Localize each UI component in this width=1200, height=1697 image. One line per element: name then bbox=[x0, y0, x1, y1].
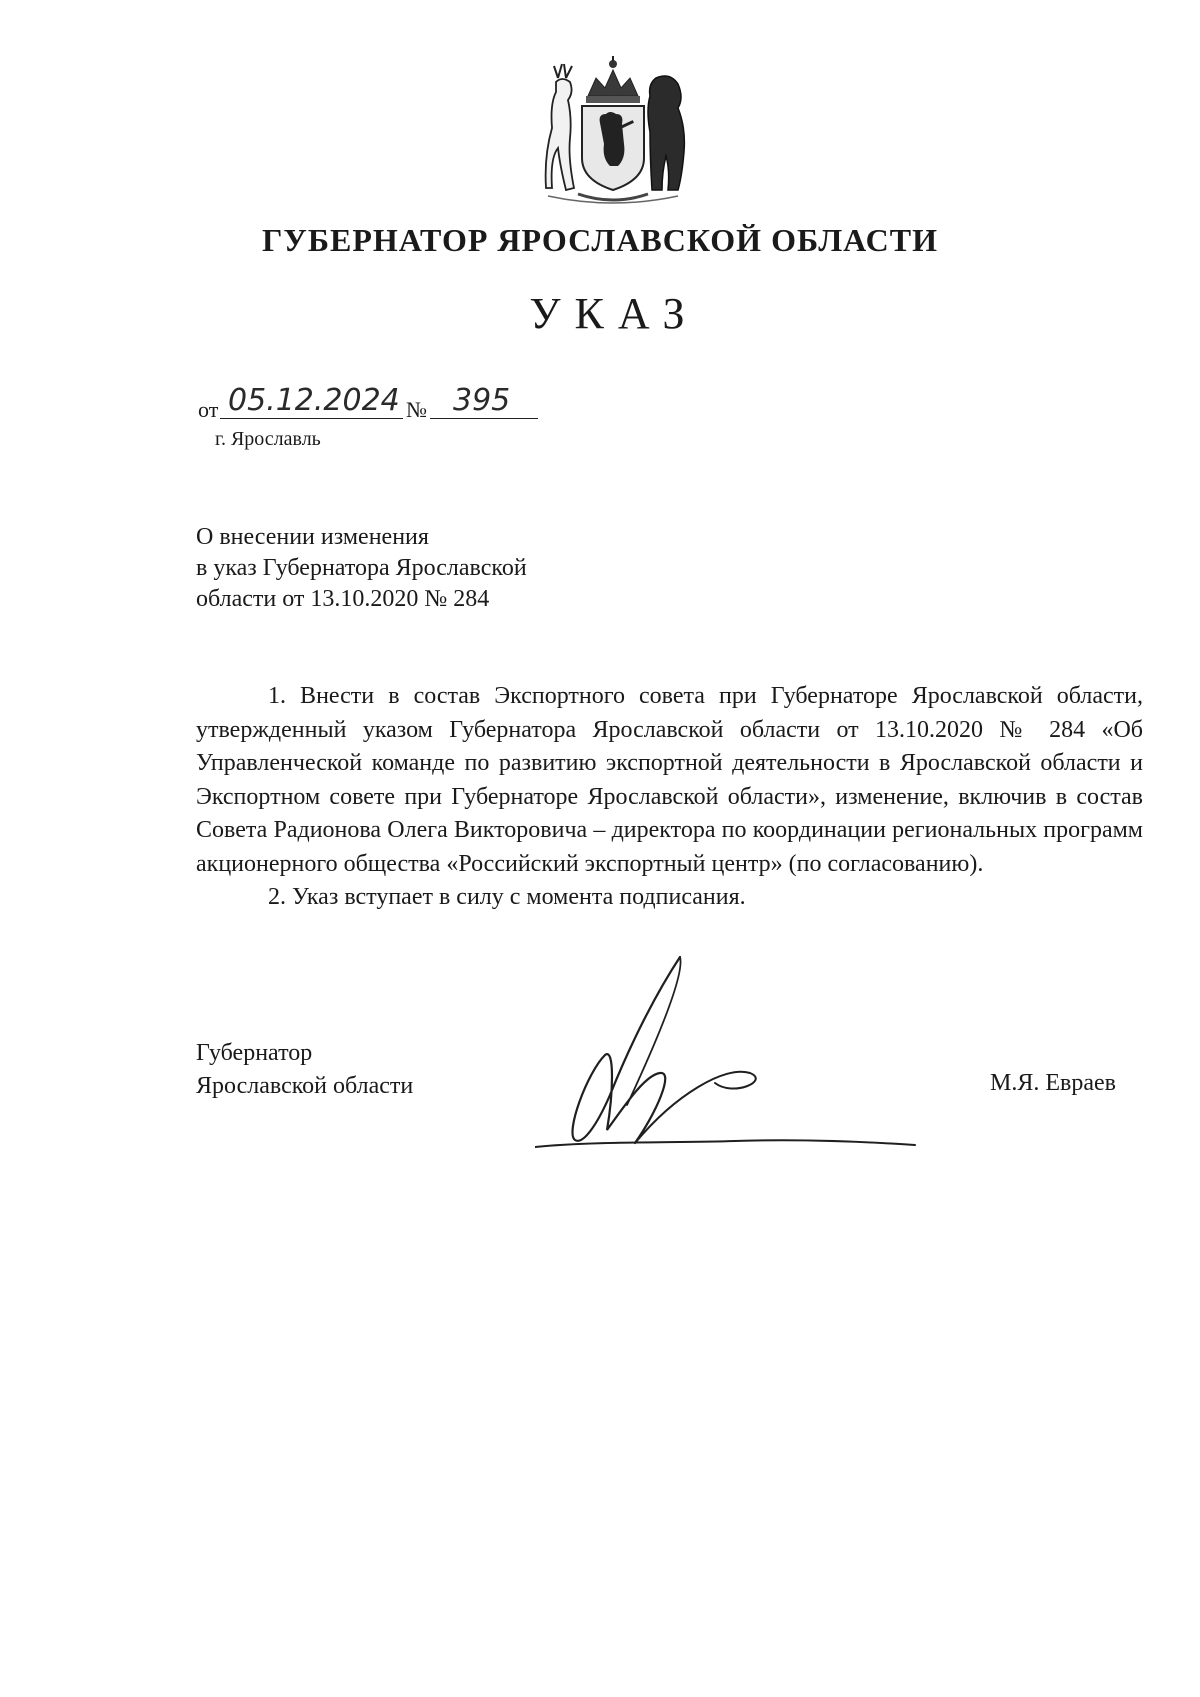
subject-line: области от 13.10.2020 № 284 bbox=[196, 586, 490, 612]
signatory-name: М.Я. Евраев bbox=[990, 1070, 1116, 1096]
number-prefix: № bbox=[406, 397, 427, 422]
handwritten-signature bbox=[535, 955, 945, 1155]
decree-number: 395 bbox=[453, 383, 511, 418]
signatory-title bbox=[196, 1037, 413, 1103]
subject-line: О внесении изменения bbox=[196, 524, 429, 550]
body-paragraph: 2. Указ вступает в силу с момента подписания. bbox=[268, 884, 746, 910]
issuing-authority: ГУБЕРНАТОР ЯРОСЛАВСКОЙ ОБЛАСТИ bbox=[261, 222, 939, 258]
decree-body bbox=[196, 680, 1143, 915]
issue-city: г. Ярославль bbox=[215, 428, 321, 450]
document-type: УКАЗ bbox=[529, 289, 699, 338]
date-underline bbox=[220, 418, 403, 419]
signatory-title-line: Губернатор bbox=[196, 1040, 313, 1066]
coat-of-arms-icon bbox=[538, 48, 688, 208]
decree-date: 05.12.2024 bbox=[228, 383, 400, 418]
signatory-title-line: Ярославской области bbox=[196, 1073, 414, 1099]
subject-line: в указ Губернатора Ярославской bbox=[196, 555, 527, 581]
number-underline bbox=[430, 418, 538, 419]
registration-line bbox=[198, 383, 558, 423]
decree-subject bbox=[196, 522, 527, 615]
body-paragraph: 1. Внести в состав Экспортного совета при Губернаторе Ярославской области, утвержденный указом Губернатора Ярославской области от 13.10.2020 № 284 «Об Управленческой команде по развитию экспортной деятельности в Ярославской области и Экспортном совете при Губернаторе Ярославской области», изменение, включив в состав Совета Радионова Олега Викторовича – директора по координации региональных программ акционерного общества «Российский экспортный центр» (по согласованию). bbox=[196, 683, 1143, 877]
date-prefix: от bbox=[198, 397, 219, 422]
